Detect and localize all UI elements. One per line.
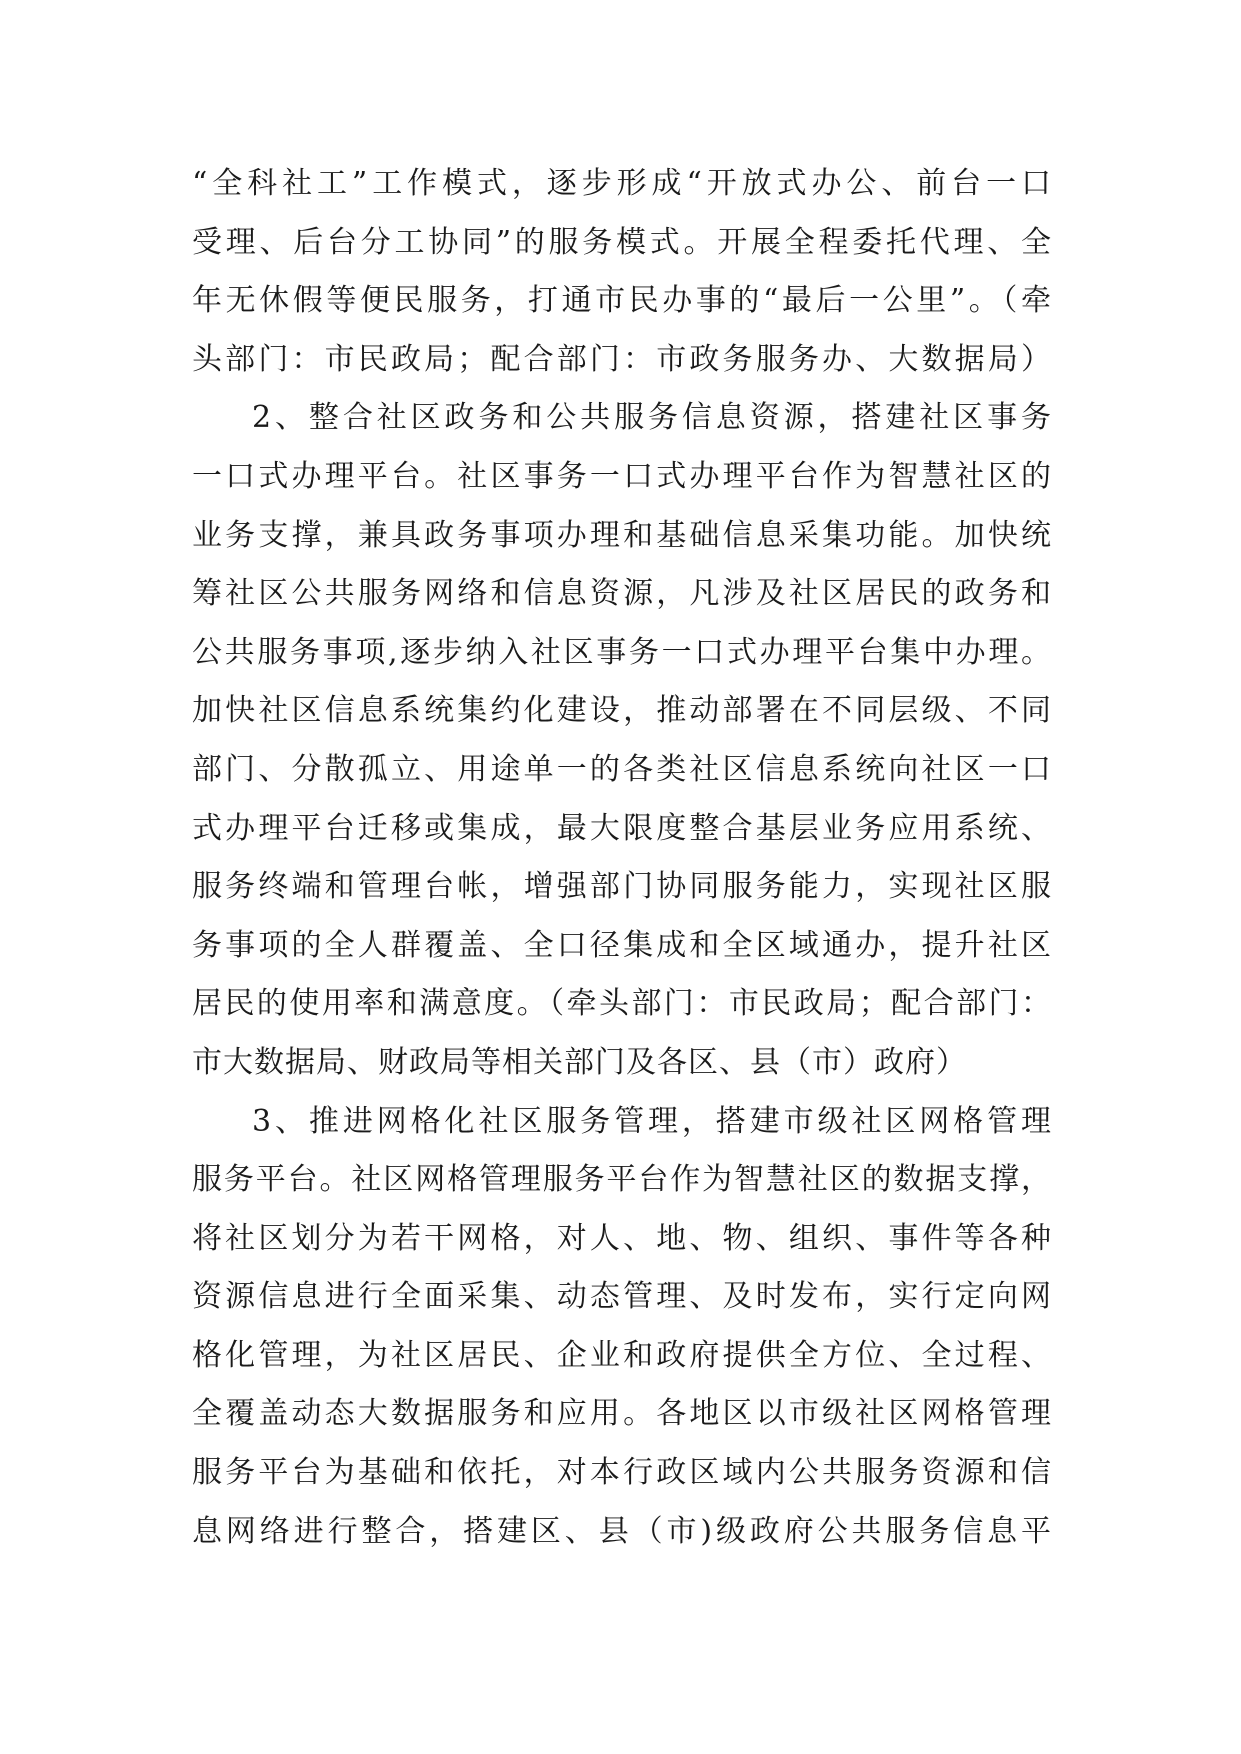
text-line: 资源信息进行全面采集、动态管理、及时发布，实行定向网 <box>192 1279 1052 1315</box>
text-line: 业务支撑，兼具政务事项办理和基础信息采集功能。加快统 <box>192 517 1052 553</box>
text-line: “全科社工”工作模式，逐步形成“开放式办公、前台一口 <box>192 166 1052 201</box>
text-line: 居民的使用率和满意度。（牵头部门：市民政局；配合部门： <box>192 986 1052 1022</box>
document-body <box>192 155 1052 1561</box>
text-line: 服务平台。社区网格管理服务平台作为智慧社区的数据支撑， <box>192 1162 1052 1198</box>
text-line: 头部门：市民政局；配合部门：市政务服务办、大数据局） <box>192 341 1052 377</box>
text-line: 筹社区公共服务网络和信息资源，凡涉及社区居民的政务和 <box>192 576 1052 612</box>
text-line: 受理、后台分工协同”的服务模式。开展全程委托代理、全 <box>192 224 1052 260</box>
text-line: 部门、分散孤立、用途单一的各类社区信息系统向社区一口 <box>192 751 1052 787</box>
text-line: 市大数据局、财政局等相关部门及各区、县（市）政府） <box>192 1044 967 1080</box>
paragraph-heading-line: 2、整合社区政务和公共服务信息资源，搭建社区事务 <box>252 400 1052 436</box>
text-line: 服务终端和管理台帐，增强部门协同服务能力，实现社区服 <box>192 869 1052 905</box>
text-line: 式办理平台迁移或集成，最大限度整合基层业务应用系统、 <box>192 810 1052 846</box>
text-line: 务事项的全人群覆盖、全口径集成和全区域通办，提升社区 <box>192 927 1052 963</box>
text-line: 年无休假等便民服务，打通市民办事的“最后一公里”。（牵 <box>192 283 1052 319</box>
paragraph-heading-line: 3、推进网格化社区服务管理，搭建市级社区网格管理 <box>252 1103 1052 1139</box>
text-line: 将社区划分为若干网格，对人、地、物、组织、事件等各种 <box>192 1220 1052 1256</box>
text-line: 全覆盖动态大数据服务和应用。各地区以市级社区网格管理 <box>192 1396 1052 1432</box>
text-line: 服务平台为基础和依托，对本行政区域内公共服务资源和信 <box>192 1455 1052 1491</box>
text-line: 一口式办理平台。社区事务一口式办理平台作为智慧社区的 <box>192 458 1052 494</box>
text-line: 加快社区信息系统集约化建设，推动部署在不同层级、不同 <box>192 693 1052 729</box>
text-line: 格化管理，为社区居民、企业和政府提供全方位、全过程、 <box>192 1337 1052 1373</box>
text-line: 息网络进行整合，搭建区、县（市)级政府公共服务信息平 <box>192 1513 1052 1549</box>
text-line: 公共服务事项,逐步纳入社区事务一口式办理平台集中办理。 <box>192 634 1052 670</box>
